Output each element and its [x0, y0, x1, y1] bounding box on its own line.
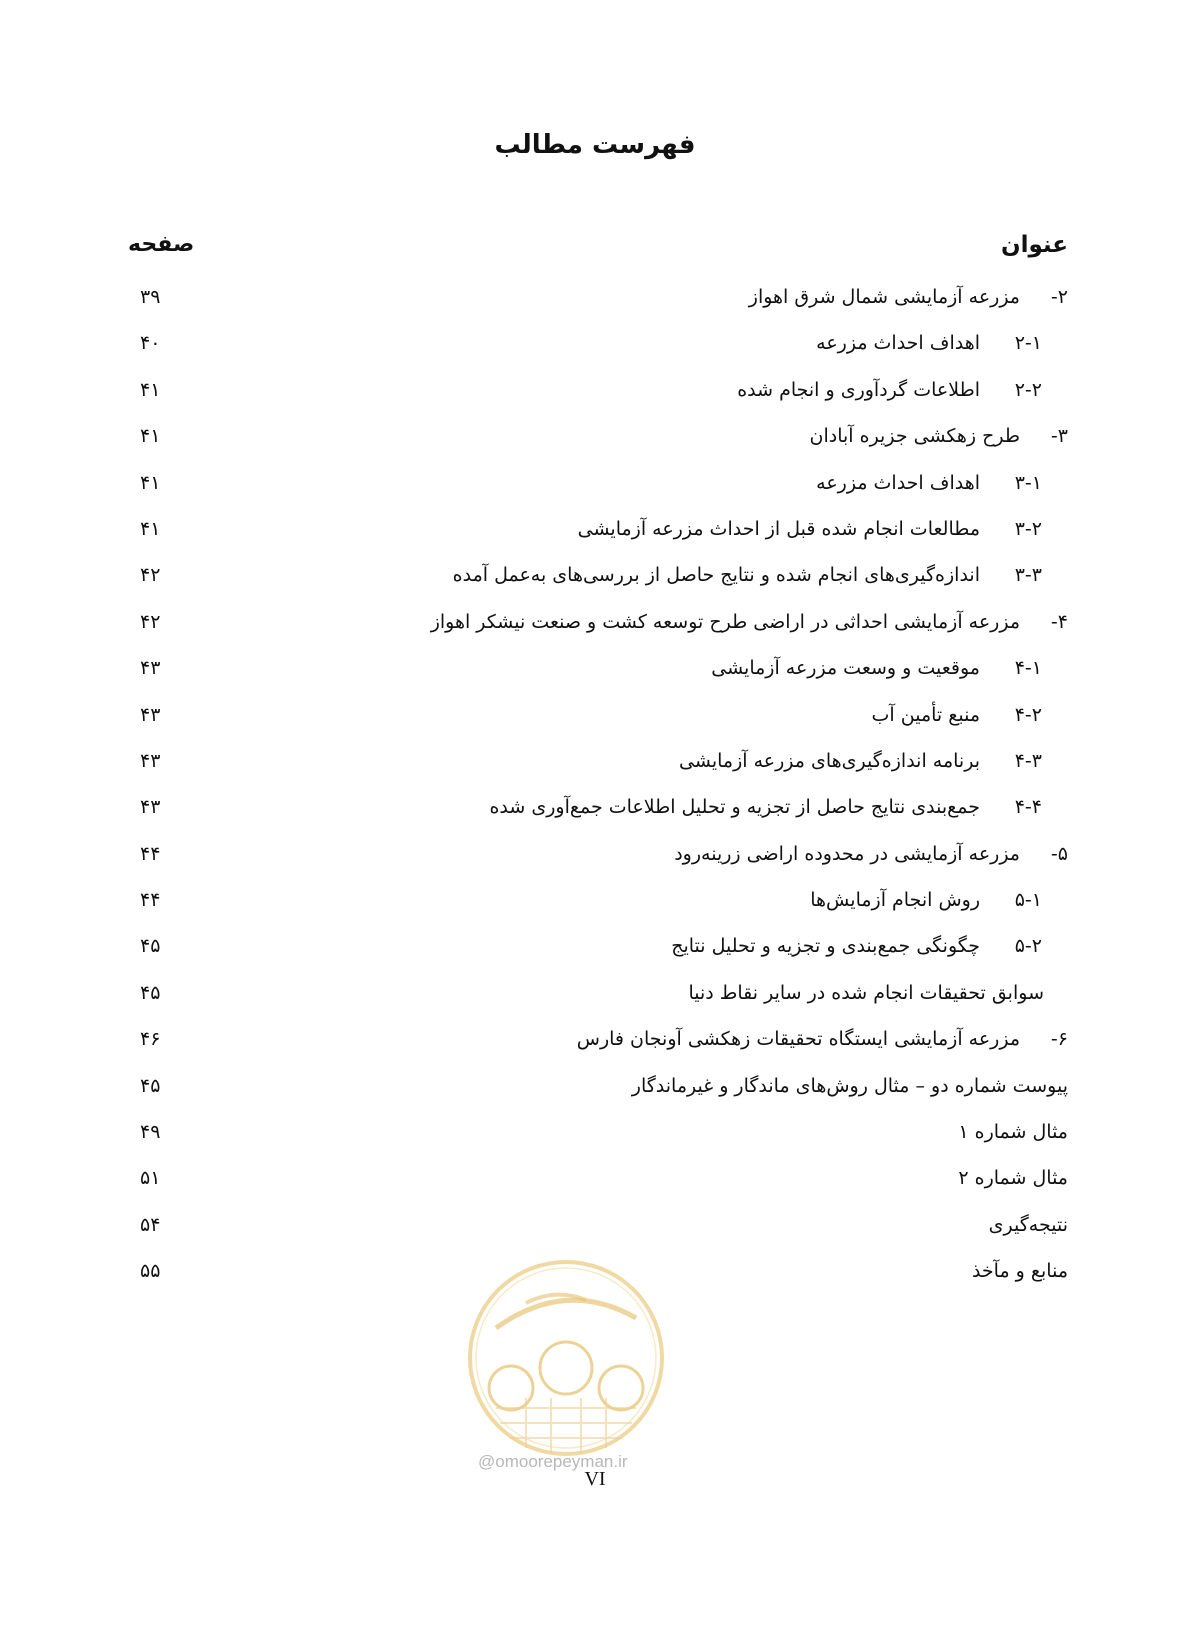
- column-header-title: عنوان: [1000, 232, 1068, 258]
- toc-entry[interactable]: [120, 1016, 1068, 1062]
- toc-entry[interactable]: [120, 692, 1068, 738]
- toc-entry-page: ۴۳: [140, 796, 161, 819]
- toc-entry-number: ۶-: [1050, 1028, 1068, 1051]
- toc-entry-page: ۳۹: [140, 286, 161, 308]
- watermark-site: @omoorepeyman.ir: [478, 1452, 628, 1471]
- toc-entry-page: ۴۶: [140, 1028, 161, 1051]
- toc-entry[interactable]: [120, 320, 1068, 366]
- toc-entry-number: ۲-۲: [1014, 378, 1042, 401]
- toc-entry-page: ۵۵: [140, 1260, 161, 1283]
- toc-entry-text: روش انجام آزمایش‌ها: [810, 889, 980, 912]
- toc-entry-text: جمع‌بندی نتایج حاصل از تجزیه و تحلیل اطلاعات جمع‌آوری شده: [489, 796, 980, 819]
- toc-entry[interactable]: [120, 738, 1068, 784]
- toc-entry-text: نتیجه‌گیری: [988, 1213, 1068, 1236]
- toc-entry-number: ۴-۱: [1014, 657, 1042, 680]
- toc-entry-page: ۴۵: [140, 935, 161, 958]
- toc-entry-page: ۴۴: [140, 842, 161, 865]
- toc-entry-page: ۴۴: [140, 889, 161, 912]
- toc-entry[interactable]: [120, 367, 1068, 413]
- toc-entry-number: ۴-۳: [1014, 749, 1042, 772]
- toc-entry-page: ۴۱: [140, 471, 161, 494]
- toc-entry[interactable]: [120, 1063, 1068, 1109]
- toc-entry[interactable]: [120, 552, 1068, 598]
- toc-entry-page: ۵۱: [140, 1167, 161, 1190]
- toc-entry-number: ۳-۲: [1014, 517, 1042, 540]
- toc-entry[interactable]: [120, 784, 1068, 830]
- toc-entry[interactable]: [120, 506, 1068, 552]
- toc-entry-text: اهداف احداث مزرعه: [816, 332, 980, 355]
- toc-entry[interactable]: [120, 1109, 1068, 1155]
- toc-entry-page: ۴۰: [140, 332, 161, 355]
- toc-entry[interactable]: [120, 645, 1068, 691]
- toc-entry[interactable]: [120, 1155, 1068, 1201]
- toc-entry-page: ۴۲: [140, 564, 161, 587]
- toc-entry-text: موقعیت و وسعت مزرعه آزمایشی: [711, 657, 980, 680]
- toc-entry-text: مطالعات انجام شده قبل از احداث مزرعه آزمایشی: [577, 517, 980, 540]
- column-header-page: صفحه: [128, 232, 195, 257]
- toc-entry-number: ۳-۱: [1014, 471, 1042, 494]
- toc-entry-number: ۳-۳: [1014, 564, 1042, 587]
- toc-entry[interactable]: [120, 970, 1068, 1016]
- toc-entry[interactable]: [120, 274, 1068, 320]
- toc-entry[interactable]: [120, 831, 1068, 877]
- toc-entry-page: ۴۵: [140, 1074, 161, 1097]
- toc-entry-text: طرح زهکشی جزیره آبادان: [809, 425, 1020, 448]
- toc-entry-number: ۵-: [1050, 842, 1068, 865]
- toc-entry-number: ۴-۲: [1014, 703, 1042, 726]
- toc-entry-page: ۴۳: [140, 657, 161, 680]
- toc-entry-number: ۴-۴: [1014, 796, 1042, 819]
- toc-entry-page: ۵۴: [140, 1213, 161, 1236]
- watermark-logo: [466, 1258, 666, 1458]
- toc-entry-text: مزرعه آزمایشی شمال شرق اهواز: [748, 286, 1020, 308]
- page-title: فهرست مطالب: [494, 130, 696, 160]
- toc-entry-number: ۴-: [1050, 610, 1068, 633]
- toc-entry-text: چگونگی جمع‌بندی و تجزیه و تحلیل نتایج: [671, 935, 980, 958]
- toc-entry-page: ۴۱: [140, 517, 161, 540]
- toc-entry-number: ۲-: [1050, 286, 1068, 308]
- toc-entry-text: مثال شماره ۲: [958, 1167, 1068, 1190]
- toc-entry-number: ۵-۲: [1014, 935, 1042, 958]
- toc-list: [120, 274, 1068, 1295]
- toc-entry-page: ۴۲: [140, 610, 161, 633]
- toc-entry-page: ۴۱: [140, 425, 161, 448]
- toc-entry-text: پیوست شماره دو – مثال روش‌های ماندگار و غیرماندگار: [631, 1074, 1068, 1097]
- toc-entry[interactable]: [120, 599, 1068, 645]
- toc-entry-text: مزرعه آزمایشی ایستگاه تحقیقات زهکشی آونجان فارس: [576, 1028, 1020, 1051]
- toc-entry-page: ۴۳: [140, 749, 161, 772]
- toc-entry-text: منبع تأمین آب: [871, 703, 980, 726]
- toc-entry-text: مزرعه آزمایشی احداثی در اراضی طرح توسعه کشت و صنعت نیشکر اهواز: [430, 610, 1020, 633]
- toc-entry-text: برنامه اندازه‌گیری‌های مزرعه آزمایشی: [679, 749, 980, 772]
- toc-entry[interactable]: [120, 1202, 1068, 1248]
- toc-entry-text: مزرعه آزمایشی در محدوده اراضی زرینه‌رود: [674, 842, 1020, 865]
- toc-entry-number: ۳-: [1050, 425, 1068, 448]
- toc-entry-number: ۵-۱: [1014, 889, 1042, 912]
- toc-entry-text: اندازه‌گیری‌های انجام شده و نتایج حاصل از بررسی‌های به‌عمل آمده: [452, 564, 980, 587]
- toc-entry[interactable]: [120, 923, 1068, 969]
- toc-entry-number: ۲-۱: [1014, 332, 1042, 355]
- toc-entry-page: ۴۳: [140, 703, 161, 726]
- toc-entry-page: ۴۱: [140, 378, 161, 401]
- toc-entry-text: اطلاعات گردآوری و انجام شده: [737, 378, 980, 401]
- toc-entry[interactable]: [120, 413, 1068, 459]
- toc-entry-text: سوابق تحقیقات انجام شده در سایر نقاط دنیا: [688, 981, 1044, 1004]
- toc-entry[interactable]: [120, 460, 1068, 506]
- toc-entry-page: ۴۵: [140, 981, 161, 1004]
- toc-entry-page: ۴۹: [140, 1121, 161, 1144]
- page-number: VI: [584, 1468, 606, 1490]
- toc-entry-text: مثال شماره ۱: [958, 1121, 1068, 1144]
- toc-entry-text: منابع و مآخذ: [971, 1260, 1068, 1283]
- toc-entry[interactable]: [120, 877, 1068, 923]
- toc-entry-text: اهداف احداث مزرعه: [816, 471, 980, 494]
